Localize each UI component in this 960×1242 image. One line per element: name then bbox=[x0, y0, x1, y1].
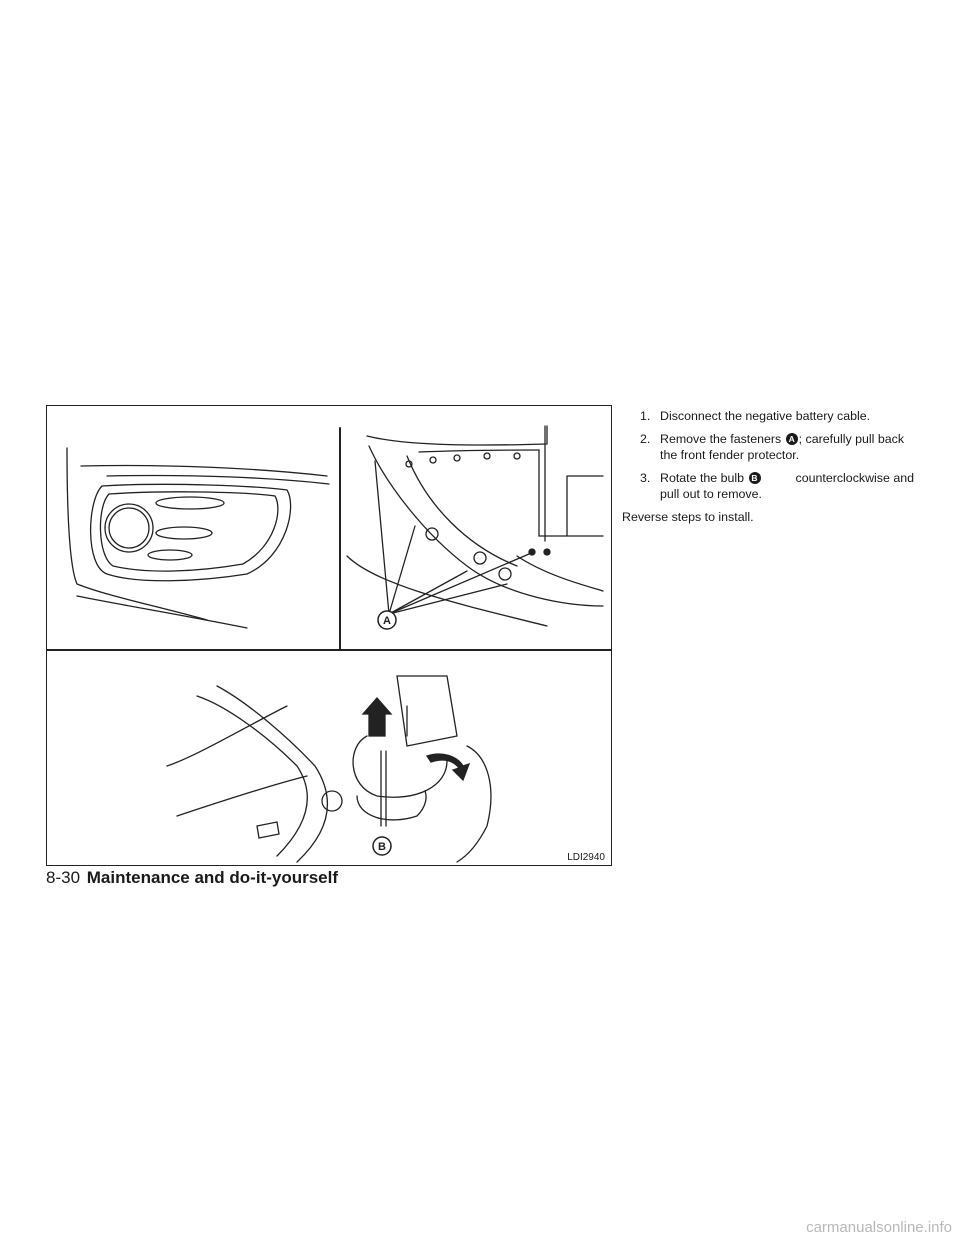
callout-label-a: A bbox=[383, 615, 391, 627]
callout-b-badge: B bbox=[749, 472, 761, 484]
step-3 bbox=[622, 470, 914, 502]
step-text-continued: ; carefully pull back bbox=[798, 432, 905, 446]
step-text-second-line: the front fender protector. bbox=[660, 448, 800, 462]
step-1 bbox=[622, 408, 914, 424]
step-2 bbox=[622, 431, 914, 463]
callout-label-b: B bbox=[378, 841, 386, 853]
step-number: 2. bbox=[640, 432, 651, 446]
closing-note: Reverse steps to install. bbox=[622, 510, 754, 524]
step-text: Remove the fasteners bbox=[660, 432, 782, 446]
bumper-fog-lamp-drawing bbox=[67, 448, 329, 628]
page-footer bbox=[46, 868, 338, 888]
step-text: Disconnect the negative battery cable. bbox=[660, 409, 871, 423]
fog-light-illustration bbox=[47, 406, 612, 866]
watermark: carmanualsonline.info bbox=[806, 1219, 952, 1236]
step-number: 3. bbox=[640, 471, 651, 485]
illustration-figure bbox=[46, 405, 612, 866]
step-text-second-line: pull out to remove. bbox=[660, 487, 762, 501]
figure-code: LDI2940 bbox=[567, 852, 605, 863]
instruction-list bbox=[622, 408, 914, 525]
section-title: Maintenance and do-it-yourself bbox=[86, 868, 339, 887]
step-text-continued: counterclockwise and bbox=[795, 471, 914, 485]
fender-protector-drawing bbox=[347, 426, 603, 629]
step-number: 1. bbox=[640, 409, 651, 423]
bulb-removal-drawing bbox=[167, 676, 491, 862]
page-number: 8-30 bbox=[46, 868, 81, 887]
callout-a-badge: A bbox=[786, 433, 798, 445]
step-text: Rotate the bulb bbox=[660, 471, 745, 485]
